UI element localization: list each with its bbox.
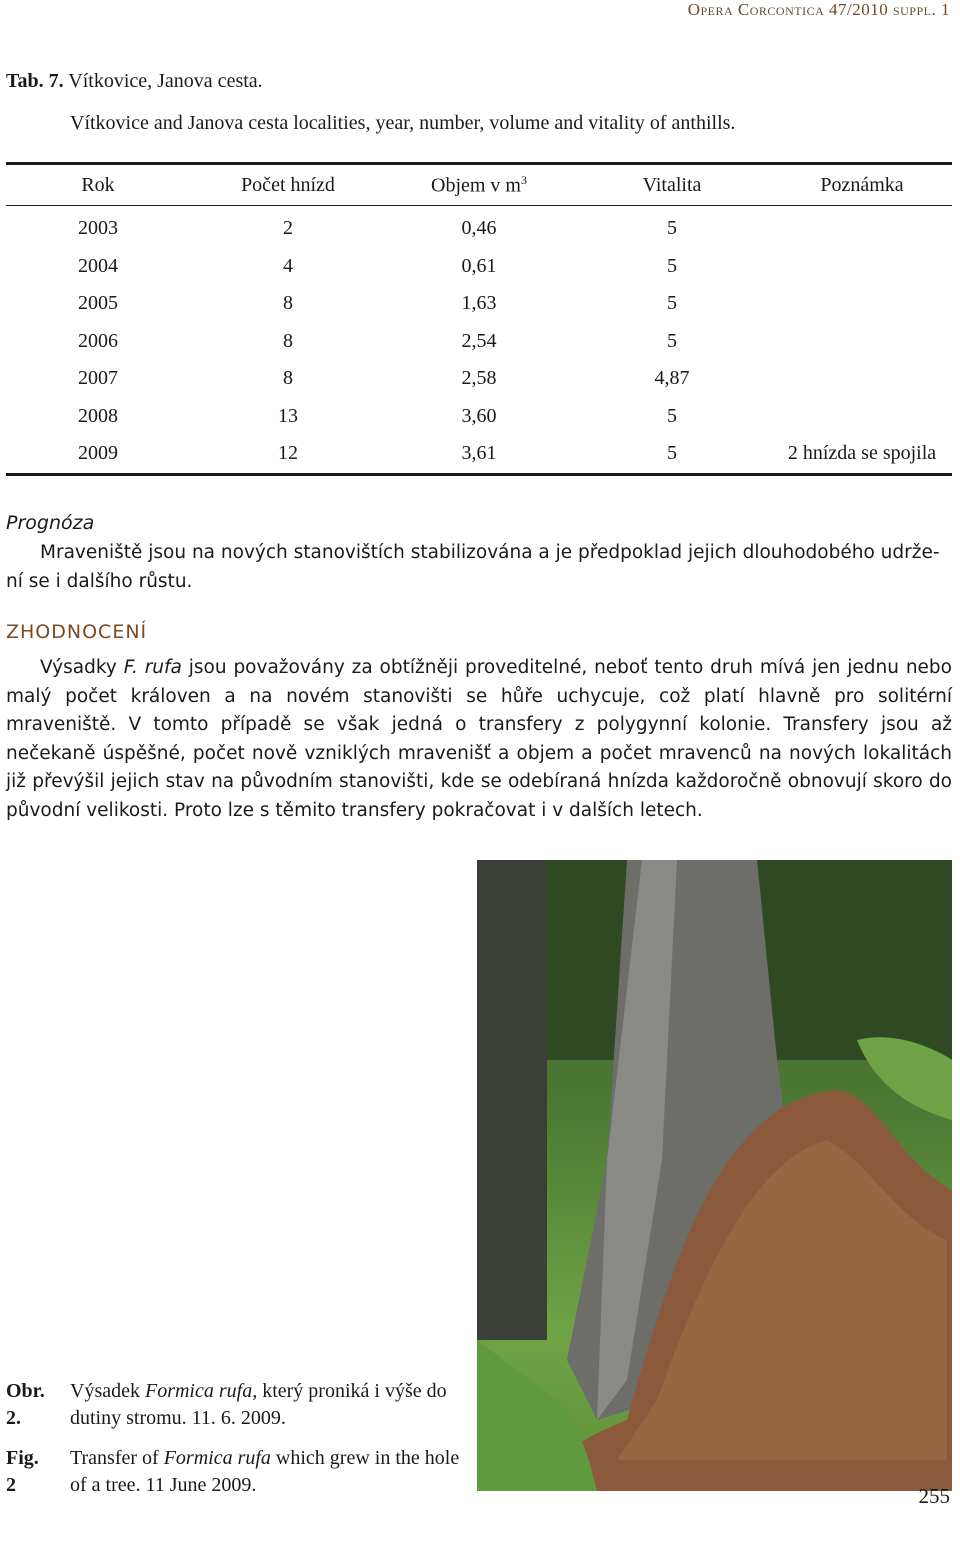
figure-label-en: Fig. 2: [6, 1447, 39, 1496]
cell-note: [772, 285, 952, 323]
col-header-year: Rok: [81, 173, 115, 196]
cell-volume: 3,61: [461, 442, 497, 465]
table-row: [6, 285, 952, 323]
cell-vitality: 5: [667, 217, 677, 240]
cell-vitality: 5: [667, 254, 677, 277]
cell-year: 2004: [78, 254, 118, 277]
cell-count: 13: [278, 404, 298, 427]
figure-text-cz: Výsadek Formica rufa, který proniká i výše do dutiny stromu. 11. 6. 2009.: [70, 1380, 447, 1429]
running-header: Opera Corcontica 47/2010 suppl. 1: [687, 0, 950, 19]
cell-vitality: 5: [667, 404, 677, 427]
cell-vitality: 5: [667, 292, 677, 315]
anthill-photo: [477, 860, 952, 1491]
cell-volume: 2,58: [461, 367, 497, 390]
section-heading-evaluation: ZHODNOCENÍ: [6, 621, 148, 643]
cell-note: [772, 360, 952, 398]
cell-count: 12: [278, 442, 298, 465]
cell-vitality: 4,87: [654, 367, 690, 390]
cell-year: 2008: [78, 404, 118, 427]
table-header-row: [6, 164, 952, 206]
figure-text-en: Transfer of Formica rufa which grew in the hole of a tree. 11 June 2009.: [70, 1447, 460, 1496]
cell-volume: 0,61: [461, 254, 497, 277]
table-row: [6, 206, 952, 248]
table-row: [6, 248, 952, 286]
table-title: Vítkovice, Janova cesta.: [68, 70, 263, 92]
cell-count: 4: [283, 254, 293, 277]
page-number: 255: [918, 1484, 950, 1508]
cell-count: 2: [283, 217, 293, 240]
prognosis-text: Mraveniště jsou na nových stanovištích stabilizována a je předpoklad jejich dlouhodobého udrže- ní se i dalšího růstu.: [6, 542, 940, 592]
cell-year: 2003: [78, 217, 118, 240]
cell-year: 2007: [78, 367, 118, 390]
cell-count: 8: [283, 367, 293, 390]
figure-label-cz: Obr. 2.: [6, 1380, 45, 1429]
cell-vitality: 5: [667, 442, 677, 465]
cell-year: 2006: [78, 329, 118, 352]
table-row: [6, 398, 952, 436]
col-header-note: Poznámka: [820, 173, 904, 196]
table-caption: [6, 70, 263, 93]
cell-volume: 0,46: [461, 217, 497, 240]
cell-note: [772, 248, 952, 286]
cell-note: [772, 398, 952, 436]
species-abbr: F. rufa: [123, 657, 182, 678]
cell-year: 2005: [78, 292, 118, 315]
cell-note: [772, 323, 952, 361]
cell-note: [772, 206, 952, 248]
cell-vitality: 5: [667, 329, 677, 352]
table-row: [6, 360, 952, 398]
col-header-count: Počet hnízd: [241, 173, 335, 196]
table-subtitle: Vítkovice and Janova cesta localities, year, number, volume and vitality of anthills.: [70, 112, 736, 134]
evaluation-text: Výsadky F. rufa jsou považovány za obtížněji proveditelné, neboť tento druh mívá jen jednu nebo malý počet královen a na novém stanovišti se hůře uchycuje, což platí hlavně pro solitérní mraveniště. V tomto případě se však jedná o transfery z polygynní kolonie. Transfery jsou až nečekaně úspěšné, počet nově vzniklých mravenišť a objem a počet mravenců na nových lokalitách již převýšil jejich stav na původním stanovišti, kde se odebíraná hnízda každoročně obnovují skoro do původní velikosti. Proto lze s těmito transfery pokračovat i v dalších letech.: [6, 657, 952, 821]
table-row: [6, 323, 952, 361]
cell-volume: 3,60: [461, 404, 497, 427]
cell-year: 2009: [78, 442, 118, 465]
anthill-table: [6, 162, 952, 476]
table-label: Tab. 7.: [6, 70, 64, 92]
cell-count: 8: [283, 292, 293, 315]
cell-volume: 2,54: [461, 329, 497, 352]
col-header-volume: Objem v $m^3$: [431, 172, 527, 197]
table-row: [6, 435, 952, 474]
col-header-vitality: Vitalita: [642, 173, 702, 196]
prognosis-heading: Prognóza: [6, 512, 95, 534]
cell-count: 8: [283, 329, 293, 352]
cell-note: 2 hnízda se spojila: [787, 442, 937, 465]
cell-volume: 1,63: [461, 292, 497, 315]
